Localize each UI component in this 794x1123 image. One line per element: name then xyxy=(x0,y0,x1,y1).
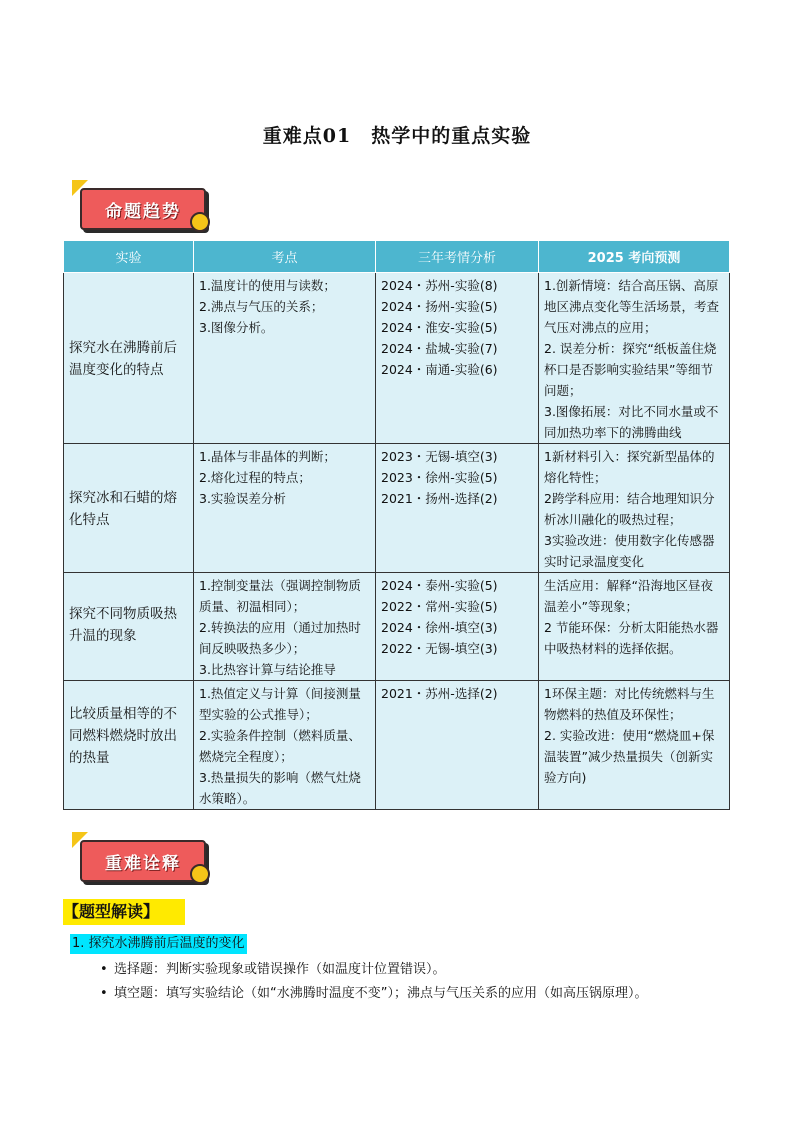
point-item: 1.温度计的使用与读数； xyxy=(199,278,336,293)
forecast-cell xyxy=(539,273,730,444)
analysis-item: 2024・盐城-实验(7) xyxy=(381,341,498,356)
table-header-row xyxy=(64,241,730,273)
table-row xyxy=(64,681,730,810)
trend-badge-label: 命题趋势 xyxy=(105,201,181,222)
point-item: 2.熔化过程的特点； xyxy=(199,470,311,485)
forecast-item: 3.图像拓展：对比不同水量或不同加热功率下的沸腾曲线 xyxy=(544,404,719,440)
forecast-item: 1新材料引入：探究新型晶体的熔化特性； xyxy=(544,449,715,485)
analysis-item: 2024・南通-实验(6) xyxy=(381,362,498,377)
explain-badge xyxy=(72,832,212,888)
forecast-cell xyxy=(539,573,730,681)
analysis-item: 2024・淮安-实验(5) xyxy=(381,320,498,335)
bullet-dot-icon: • xyxy=(100,962,108,977)
section-heading: 【题型解读】 xyxy=(63,899,185,925)
points-cell xyxy=(194,573,376,681)
analysis-item: 2021・扬州-选择(2) xyxy=(381,491,498,506)
points-cell xyxy=(194,681,376,810)
coin-icon xyxy=(190,864,210,884)
analysis-item: 2024・徐州-填空(3) xyxy=(381,620,498,635)
points-cell xyxy=(194,273,376,444)
analysis-item: 2023・徐州-实验(5) xyxy=(381,470,498,485)
analysis-cell xyxy=(376,273,539,444)
point-item: 3.实验误差分析 xyxy=(199,491,286,506)
header-forecast: 2025 考向预测 xyxy=(539,241,730,273)
point-item: 1.控制变量法（强调控制物质质量、初温相同）； xyxy=(199,578,361,614)
point-item: 3.比热容计算与结论推导 xyxy=(199,662,336,677)
forecast-cell xyxy=(539,681,730,810)
analysis-item: 2023・无锡-填空(3) xyxy=(381,449,498,464)
bullet-text: 填空题：填写实验结论（如“水沸腾时温度不变”）；沸点与气压关系的应用（如高压锅原理）。 xyxy=(114,986,648,1001)
forecast-item: 2 节能环保：分析太阳能热水器中吸热材料的选择依据。 xyxy=(544,620,719,656)
forecast-item: 1.创新情境：结合高压锅、高原地区沸点变化等生活场景，考查气压对沸点的应用； xyxy=(544,278,720,335)
analysis-item: 2024・泰州-实验(5) xyxy=(381,578,498,593)
point-item: 3.热量损失的影响（燃气灶烧水策略）。 xyxy=(199,770,361,806)
header-analysis: 三年考情分析 xyxy=(376,241,539,273)
bullet-item xyxy=(100,984,647,1004)
point-item: 1.晶体与非晶体的判断； xyxy=(199,449,336,464)
page-title: 重难点01 热学中的重点实验 xyxy=(262,125,532,147)
header-points: 考点 xyxy=(194,241,376,273)
experiment-cell: 探究水在沸腾前后温度变化的特点 xyxy=(64,273,194,444)
bullet-text: 选择题：判断实验现象或错误操作（如温度计位置错误）。 xyxy=(114,962,446,977)
analysis-item: 2024・苏州-实验(8) xyxy=(381,278,498,293)
explain-badge-tab xyxy=(80,840,206,882)
point-item: 2.实验条件控制（燃料质量、燃烧完全程度）； xyxy=(199,728,361,764)
analysis-cell xyxy=(376,681,539,810)
forecast-item: 2跨学科应用：结合地理知识分析冰川融化的吸热过程； xyxy=(544,491,715,527)
forecast-cell xyxy=(539,444,730,573)
forecast-item: 3实验改进：使用数字化传感器实时记录温度变化 xyxy=(544,533,715,569)
analysis-item: 2024・扬州-实验(5) xyxy=(381,299,498,314)
corner-flag-icon xyxy=(72,832,88,848)
bullet-dot-icon: • xyxy=(100,986,108,1001)
forecast-item: 2. 误差分析：探究“纸板盖住烧杯口是否影响实验结果”等细节问题； xyxy=(544,341,717,398)
forecast-item: 2. 实验改进：使用“燃烧皿+保温装置”减少热量损失（创新实验方向) xyxy=(544,728,715,785)
bullet-item xyxy=(100,960,446,980)
table-row xyxy=(64,444,730,573)
analysis-item: 2022・常州-实验(5) xyxy=(381,599,498,614)
explain-badge-label: 重难诠释 xyxy=(105,853,181,874)
point-item: 1.热值定义与计算（间接测量型实验的公式推导）； xyxy=(199,686,361,722)
header-experiment: 实验 xyxy=(64,241,194,273)
experiment-cell: 探究不同物质吸热升温的现象 xyxy=(64,573,194,681)
table-row xyxy=(64,573,730,681)
point-item: 2.沸点与气压的关系； xyxy=(199,299,324,314)
corner-flag-icon xyxy=(72,180,88,196)
forecast-item: 1环保主题：对比传统燃料与生物燃料的热值及环保性； xyxy=(544,686,715,722)
point-item: 2.转换法的应用（通过加热时间反映吸热多少）； xyxy=(199,620,361,656)
trend-badge xyxy=(72,180,212,236)
points-cell xyxy=(194,444,376,573)
forecast-item: 生活应用：解释“沿海地区昼夜温差小”等现象； xyxy=(544,578,713,614)
coin-icon xyxy=(190,212,210,232)
analysis-item: 2021・苏州-选择(2) xyxy=(381,686,498,701)
analysis-cell xyxy=(376,444,539,573)
point-item: 3.图像分析。 xyxy=(199,320,274,335)
experiment-cell: 探究冰和石蜡的熔化特点 xyxy=(64,444,194,573)
trend-table xyxy=(63,240,730,810)
experiment-cell: 比较质量相等的不同燃料燃烧时放出的热量 xyxy=(64,681,194,810)
table-row xyxy=(64,273,730,444)
highlighted-item: 1. 探究水沸腾前后温度的变化 xyxy=(70,934,247,954)
trend-badge-tab xyxy=(80,188,206,230)
analysis-cell xyxy=(376,573,539,681)
analysis-item: 2022・无锡-填空(3) xyxy=(381,641,498,656)
